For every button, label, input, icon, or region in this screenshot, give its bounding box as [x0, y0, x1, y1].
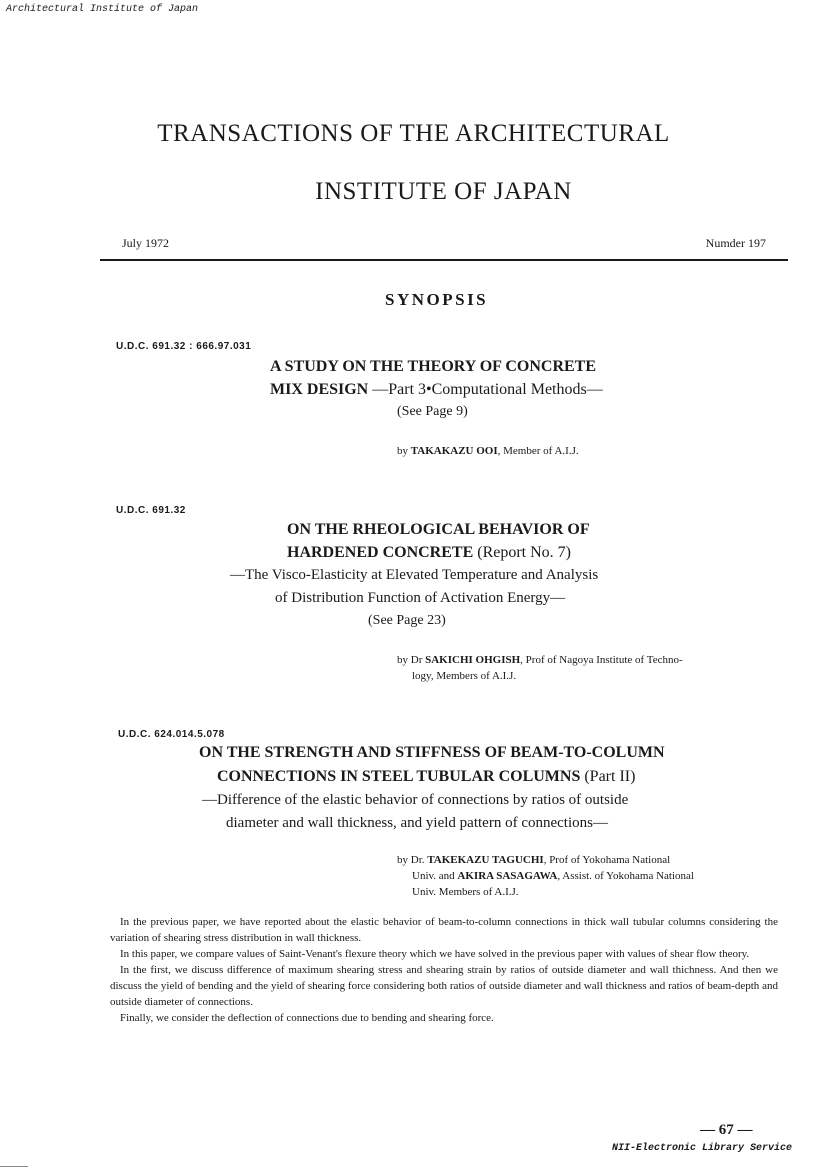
paper-3-abstract	[110, 914, 778, 1026]
paper-2-title-rest: (Report No. 7)	[473, 544, 572, 561]
paper-2-byline-line1	[397, 652, 683, 668]
paper-1-by: by	[397, 445, 411, 457]
paper-2-author: SAKICHI OHGISH	[425, 654, 521, 666]
paper-3-title-line2	[217, 768, 635, 786]
issue-number: Numder 197	[705, 236, 766, 250]
paper-3-by: by Dr.	[397, 854, 428, 866]
journal-title-line1: TRANSACTIONS OF THE ARCHITECTURAL	[157, 120, 670, 147]
abstract-paragraph: Finally, we consider the deflection of connections due to bending and shearing force.	[120, 1012, 494, 1024]
corner-mark	[0, 1166, 28, 1167]
paper-3-author-1: TAKEKAZU TAGUCHI	[427, 854, 544, 866]
paper-3-byline-line2	[412, 868, 694, 884]
issue-date: July 1972	[122, 236, 170, 250]
paper-2-byline-line2: logy, Members of A.I.J.	[412, 670, 517, 682]
paper-2-title-line1: ON THE RHEOLOGICAL BEHAVIOR OF	[287, 521, 590, 538]
abstract-paragraph: In this paper, we compare values of Saint-Venant's flexure theory which we have solved in the previous paper with values of shear flow theory.	[120, 948, 750, 960]
paper-1-title-rest: —Part 3•Computational Methods—	[368, 381, 603, 398]
paper-2-subtitle-line1: —The Visco-Elasticity at Elevated Temperature and Analysis	[230, 567, 599, 583]
paper-1-udc: U.D.C. 691.32 : 666.97.031	[116, 341, 252, 352]
page-number: — 67 —	[700, 1122, 753, 1138]
paper-3-udc: U.D.C. 624.014.5.078	[118, 729, 225, 740]
paper-3-subtitle-line1: —Difference of the elastic behavior of connections by ratios of outside	[202, 792, 629, 808]
paper-3-affil-1: , Prof of Yokohama National	[543, 854, 671, 866]
paper-1-title-bold: MIX DESIGN	[270, 381, 369, 398]
paper-3-affil-2-post: , Assist. of Yokohama National	[557, 870, 694, 882]
paper-3-title-line1: ON THE STRENGTH AND STIFFNESS OF BEAM-TO-COLUMN	[199, 744, 665, 761]
journal-title-line2: INSTITUTE OF JAPAN	[315, 178, 572, 205]
paper-2-see-page: (See Page 23)	[368, 613, 446, 628]
publisher-header: Architectural Institute of Japan	[6, 4, 199, 15]
paper-1-byline	[397, 443, 579, 459]
paper-3-byline-line3: Univ. Members of A.I.J.	[412, 886, 519, 898]
paper-2-title-bold: HARDENED CONCRETE	[287, 544, 474, 561]
paper-2-subtitle-line2: of Distribution Function of Activation Energy—	[275, 590, 566, 606]
paper-1-affil: , Member of A.I.J.	[497, 445, 579, 457]
paper-2-udc: U.D.C. 691.32	[116, 505, 186, 516]
library-service-footer: NII-Electronic Library Service	[612, 1143, 793, 1154]
paper-3-subtitle-line2: diameter and wall thickness, and yield pattern of connections—	[226, 815, 608, 831]
paper-1-title-line2	[270, 381, 603, 399]
paper-3-title-bold: CONNECTIONS IN STEEL TUBULAR COLUMNS	[217, 768, 581, 785]
header-rule	[100, 259, 788, 261]
paper-2-affil: , Prof of Nagoya Institute of Techno-	[520, 654, 683, 666]
section-title: SYNOPSIS	[385, 290, 489, 309]
paper-1-title-line1: A STUDY ON THE THEORY OF CONCRETE	[270, 358, 597, 375]
abstract-paragraph: In the first, we discuss difference of maximum shearing stress and shearing strain by ratios of outside diameter and wall thichness. And then we discuss the yield of bending and the yield of shearing force considering both ratios of outside diameter and wall thickness and ratios of beam-depth and outside diameter of connections.	[110, 964, 778, 1008]
paper-1-author: TAKAKAZU OOI	[410, 445, 498, 457]
paper-3-author-2: AKIRA SASAGAWA	[457, 870, 558, 882]
abstract-paragraph: In the previous paper, we have reported about the elastic behavior of beam-to-column connections in thick wall tubular columns considering the variation of shearing stress distribution in wall thickness.	[110, 916, 778, 944]
paper-3-affil-2-pre: Univ. and	[412, 870, 458, 882]
paper-3-byline-line1	[397, 852, 670, 868]
paper-2-by: by Dr	[397, 654, 426, 666]
paper-1-see-page: (See Page 9)	[397, 404, 468, 419]
paper-3-title-rest: (Part II)	[580, 768, 636, 785]
paper-2-title-line2	[287, 544, 571, 562]
